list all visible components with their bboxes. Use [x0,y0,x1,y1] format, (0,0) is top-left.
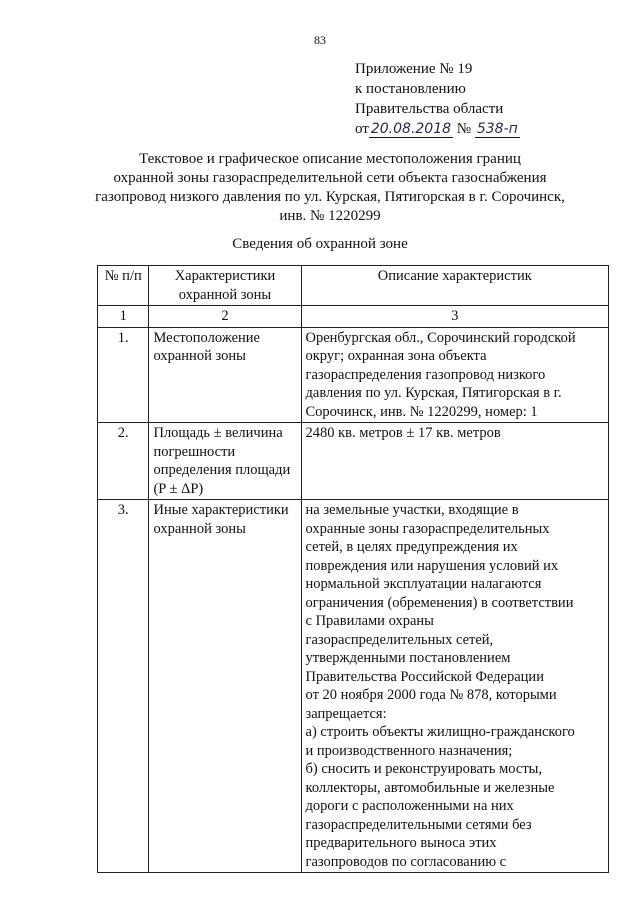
header-description: Описание характеристик [301,266,608,306]
row-number: 2. [98,423,149,500]
title-line-1: Текстовое и графическое описание местоположения границ [139,151,521,167]
description-line: и производственного назначения; [305,742,513,759]
appendix-line-1: Приложение № 19 [355,61,473,77]
title-line-4: инв. № 1220299 [279,208,381,224]
title-line-2: охранной зоны газораспределительной сети объекта газоснабжения [113,170,547,186]
description-line: Правительства Российской Федерации [305,668,544,685]
table-row [98,500,609,873]
row-characteristic: Местоположение охранной зоны [149,327,301,423]
index-cell: 3 [301,306,608,328]
title-line-3: газопровод низкого давления по ул. Курская, Пятигорская в г. Сорочинск, [95,189,565,205]
page-number: 83 [314,33,326,47]
row-description: Оренбургская обл., Сорочинский городской округ; охранная зона объекта газораспределения газопровод низкого давления по ул. Курская, Пятигорская в г. Сорочинск, инв. № 1220299, номер: 1 [301,327,608,423]
description-line: предварительного выноса этих [305,835,497,851]
handwritten-number: 538-п [476,121,518,137]
row-description [301,500,608,873]
description-line: от 20 ноября 2000 года № 878, которыми [305,687,557,703]
description-line: а) строить объекты жилищно-гражданского [305,724,575,740]
appendix-date-line [355,119,520,139]
index-cell: 2 [149,306,301,328]
handwritten-date: 20.08.2018 [370,121,452,137]
table-index-row [98,306,609,328]
description-line: дороги с расположенными на них [305,798,514,814]
header-characteristic: Характеристики охранной зоны [149,266,301,306]
row-number: 3. [98,500,149,873]
appendix-header [355,59,520,139]
table-header-row [98,266,609,306]
description-line: коллекторы, автомобильные и железные [305,779,555,796]
row-description: 2480 кв. метров ± 17 кв. метров [301,423,608,500]
row-characteristic: Иные характеристики охранной зоны [149,500,301,873]
description-line: охранные зоны газораспределительных [305,520,550,537]
row-characteristic: Площадь ± величина погрешности определения площади (P ± ΔP) [149,423,301,500]
description-line: сетей, в целях предупреждения их [305,539,518,555]
header-number: № п/п [98,266,149,306]
index-cell: 1 [98,306,149,328]
section-subtitle: Сведения об охранной зоне [232,236,408,252]
description-line: запрещается: [305,705,387,722]
number-prefix: № [456,121,472,137]
description-line: газораспределительными сетями без [305,816,532,833]
description-line: нормальной эксплуатации налагаются [305,576,542,592]
protection-zone-table [97,265,609,873]
description-line: повреждения или нарушения условий их [305,557,559,574]
description-line: б) сносить и реконструировать мосты, [305,761,543,777]
row-number: 1. [98,327,149,423]
description-line: газораспределительных сетей, [305,631,494,648]
description-line: на земельные участки, входящие в [305,502,519,518]
description-line: утвержденными постановлением [305,650,511,666]
description-line: с Правилами охраны [305,613,434,629]
document-title [80,150,580,226]
description-line: ограничения (обременения) в соответствии [305,594,574,611]
table-row [98,327,609,423]
table-row [98,423,609,500]
appendix-line-2: к постановлению [355,81,466,97]
description-line: газопроводов по согласованию с [305,853,507,870]
date-prefix: от [355,121,369,137]
appendix-line-3: Правительства области [355,101,504,117]
